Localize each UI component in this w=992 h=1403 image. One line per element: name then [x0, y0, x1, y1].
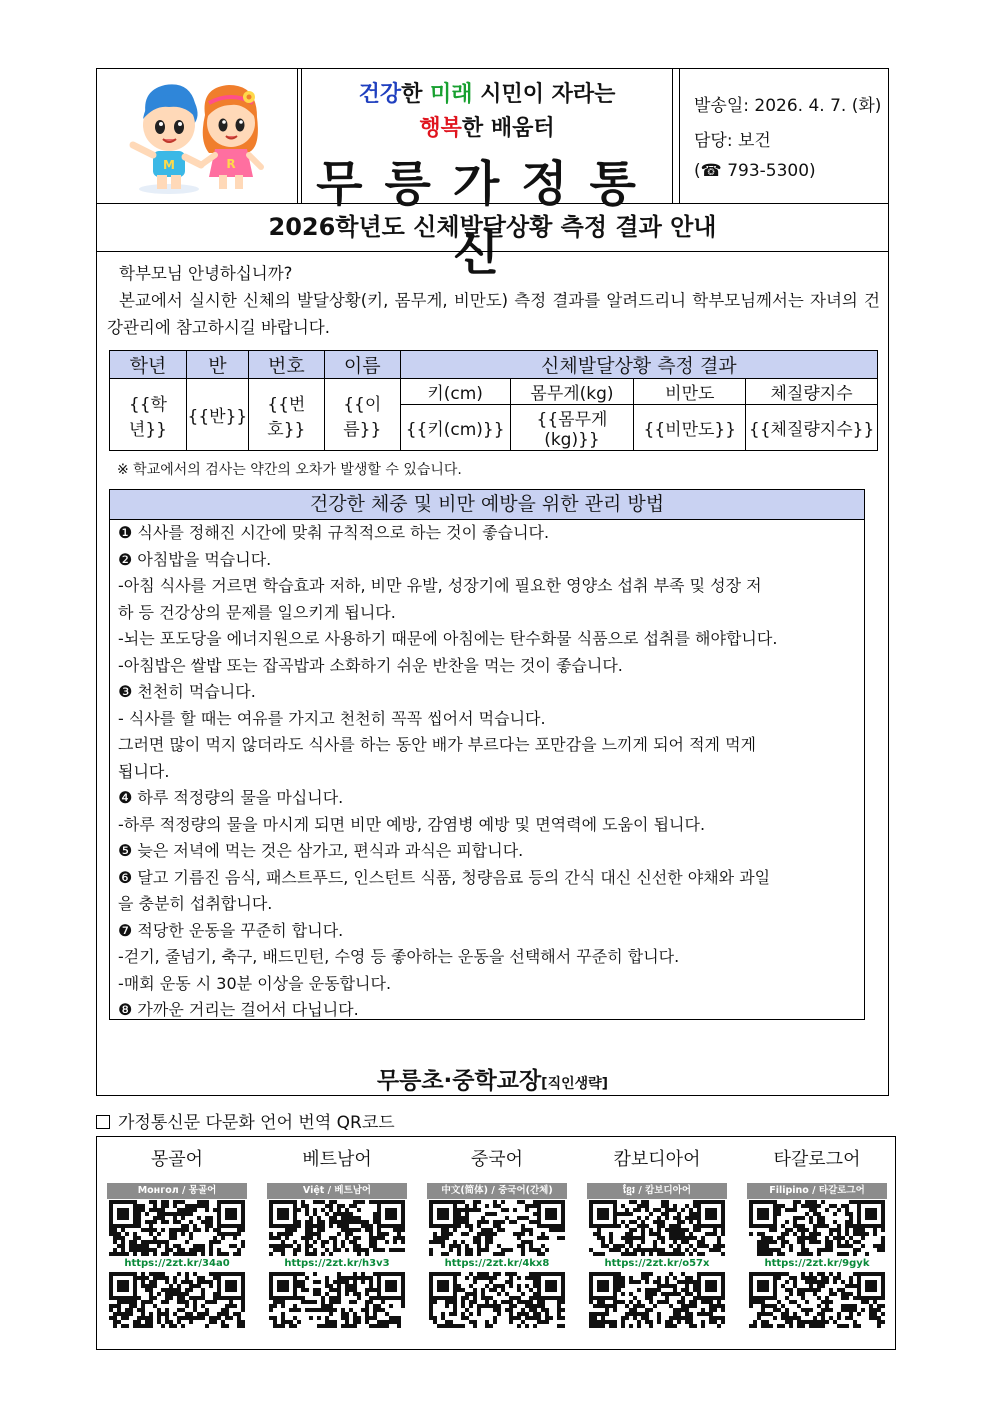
- tip-line: ❹ 하루 적정량의 물을 마십니다.: [118, 788, 344, 807]
- qr-tag: 中文(简体) / 중국어(간체): [427, 1183, 567, 1199]
- tip-line: ❽ 가까운 거리는 걸어서 다닙니다.: [118, 1000, 359, 1019]
- qr-tag: Filipino / 타갈로그어: [747, 1183, 887, 1199]
- tips-box: [109, 489, 865, 1020]
- slogan-segment: 한 배움터: [461, 116, 555, 141]
- tip-line: ❸ 천천히 먹습니다.: [118, 682, 256, 701]
- tip-line: -아침밥은 쌀밥 또는 잡곡밥과 소화하기 쉬운 반찬을 먹는 것이 좋습니다.: [118, 655, 623, 675]
- qr-code-icon: [429, 1199, 565, 1257]
- qr-item-mongolian[interactable]: [107, 1137, 247, 1333]
- qr-code-icon: [589, 1271, 725, 1329]
- slogan-line-2: [302, 111, 672, 142]
- qr-item-vietnamese[interactable]: [267, 1137, 407, 1333]
- greeting: 학부모님 안녕하십니까?: [119, 264, 293, 283]
- department: 담당: 보건: [694, 131, 771, 151]
- qr-language-label: 타갈로그어: [773, 1149, 861, 1170]
- qr-section-title: [96, 1108, 395, 1133]
- qr-code-icon: [109, 1271, 245, 1329]
- qr-card: [587, 1183, 727, 1333]
- cell-obesity: {{비만도}}: [634, 405, 746, 451]
- svg-text:M: M: [163, 158, 175, 172]
- newsletter-frame: [96, 68, 889, 1096]
- qr-code-icon: [749, 1199, 885, 1257]
- issue-date: 발송일: 2026. 4. 7. (화): [694, 96, 882, 116]
- qr-code-icon: [749, 1271, 885, 1329]
- qr-section-title-text: 가정통신문 다문화 언어 번역 QR코드: [118, 1113, 395, 1133]
- issue-info: [679, 69, 891, 203]
- kids-mascot-icon: [97, 69, 297, 203]
- tip-line: 을 충분히 섭취합니다.: [118, 894, 273, 913]
- qr-code-icon: [589, 1199, 725, 1257]
- tip-line: ❶ 식사를 정해진 시간에 맞춰 규칙적으로 하는 것이 좋습니다.: [118, 523, 550, 542]
- notice-subtitle: 2026학년도 신체발달상황 측정 결과 안내: [97, 203, 888, 252]
- tip-line: 하 등 건강상의 문제를 일으키게 됩니다.: [118, 602, 396, 622]
- tips-title: 건강한 체중 및 비만 예방을 위한 관리 방법: [110, 490, 864, 520]
- measurement-note: ※ 학교에서의 검사는 약간의 오차가 발생할 수 있습니다.: [117, 462, 462, 478]
- qr-tag: Монгол / 몽골어: [107, 1183, 247, 1199]
- slogan-segment: 행복: [419, 116, 462, 141]
- sub-header-obesity: 비만도: [634, 379, 746, 405]
- principal-name: 무릉초·중학교장: [376, 1068, 542, 1094]
- tip-line: ❺ 늦은 저녁에 먹는 것은 삼가고, 편식과 과식은 피합니다.: [118, 841, 524, 860]
- seal-note: [직인생략]: [541, 1076, 609, 1092]
- tip-line: -아침 식사를 거르면 학습효과 저하, 비만 유발, 성장기에 필요한 영양소 섭취 부족 및 성장 저: [118, 576, 762, 595]
- cell-name: {{이름}}: [324, 379, 400, 451]
- sub-header-bmi: 체질량지수: [746, 379, 878, 405]
- checkbox-icon: [96, 1115, 110, 1129]
- col-header-name: 이름: [324, 351, 400, 379]
- cell-grade: {{학년}}: [110, 379, 187, 451]
- slogan-line-1: [302, 77, 672, 108]
- cell-class: {{반}}: [186, 379, 248, 451]
- col-header-results: 신체발달상황 측정 결과: [400, 351, 877, 379]
- tip-line: 그러면 많이 먹지 않더라도 식사를 하는 동안 배가 부르다는 포만감을 느끼게 되어 적게 먹게: [118, 735, 756, 754]
- tip-line: -매회 운동 시 30분 이상을 운동합니다.: [118, 973, 392, 993]
- slogan-segment: 건강: [358, 82, 402, 107]
- col-header-number: 번호: [248, 351, 324, 379]
- qr-tag: ខ្មែរ / 캄보디아어: [587, 1183, 727, 1199]
- tip-line: ❻ 달고 기름진 음식, 패스트푸드, 인스턴트 식품, 청량음료 등의 간식 대신 신선한 야채와 과일: [118, 867, 771, 887]
- qr-code-icon: [269, 1271, 405, 1329]
- qr-url: https://2zt.kr/9gyk: [764, 1258, 870, 1269]
- sub-header-height: 키(cm): [400, 379, 510, 405]
- phone-number: (☎ 793-5300): [694, 161, 816, 181]
- mascot-area: [97, 69, 298, 203]
- tip-line: - 식사를 할 때는 여유를 가지고 천천히 꼭꼭 씹어서 먹습니다.: [118, 708, 546, 728]
- tip-line: -걷기, 줄넘기, 축구, 배드민턴, 수영 등 좋아하는 운동을 선택해서 꾸준히 합니다.: [118, 947, 680, 966]
- qr-language-label: 몽골어: [150, 1149, 204, 1170]
- tip-line: 됩니다.: [118, 761, 170, 781]
- tip-line: -뇌는 포도당을 에너지원으로 사용하기 때문에 아침에는 탄수화물 식품으로 섭취를 해야합니다.: [118, 629, 778, 648]
- qr-tag: Việt / 베트남어: [267, 1183, 407, 1199]
- slogan-segment: 한: [401, 82, 431, 107]
- qr-card: [747, 1183, 887, 1333]
- qr-code-icon: [109, 1199, 245, 1257]
- qr-url: https://2zt.kr/o57x: [604, 1258, 710, 1269]
- qr-url: https://2zt.kr/34a0: [124, 1258, 230, 1269]
- qr-item-khmer[interactable]: [587, 1137, 727, 1333]
- intro-paragraph: 본교에서 실시한 신체의 발달상황(키, 몸무게, 비만도) 측정 결과를 알려드리니 학부모님께서는 자녀의 건강관리에 참고하시길 바랍니다.: [107, 291, 880, 337]
- qr-item-chinese[interactable]: [427, 1137, 567, 1333]
- qr-card: [267, 1183, 407, 1333]
- signature: [97, 1062, 888, 1095]
- qr-language-label: 캄보디아어: [613, 1149, 701, 1170]
- slogan-segment: 시민이 자라는: [472, 82, 616, 107]
- tip-line: ❼ 적당한 운동을 꾸준히 합니다.: [118, 920, 344, 940]
- qr-code-icon: [429, 1271, 565, 1329]
- slogan-segment: 미래: [430, 82, 473, 107]
- newsletter-title: 무릉가정통신: [316, 156, 658, 281]
- sub-header-weight: 몸무게(kg): [510, 379, 634, 405]
- cell-bmi: {{체질량지수}}: [746, 405, 878, 451]
- cell-weight: {{몸무게(kg)}}: [510, 405, 634, 451]
- qr-item-tagalog[interactable]: [747, 1137, 887, 1333]
- cell-height: {{키(cm)}}: [400, 405, 510, 451]
- col-header-class: 반: [186, 351, 248, 379]
- results-table: [109, 350, 878, 451]
- qr-frame: [96, 1136, 896, 1350]
- tip-line: ❷ 아침밥을 먹습니다.: [118, 549, 272, 569]
- cell-number: {{번호}}: [248, 379, 324, 451]
- qr-code-icon: [269, 1199, 405, 1257]
- qr-language-label: 베트남어: [302, 1149, 372, 1170]
- qr-url: https://2zt.kr/4kx8: [444, 1258, 550, 1269]
- qr-url: https://2zt.kr/h3v3: [284, 1258, 390, 1269]
- qr-card: [107, 1183, 247, 1333]
- qr-language-label: 중국어: [470, 1149, 524, 1170]
- col-header-grade: 학년: [110, 351, 187, 379]
- svg-text:R: R: [226, 157, 236, 171]
- qr-card: [427, 1183, 567, 1333]
- tip-line: -하루 적정량의 물을 마시게 되면 비만 예방, 감염병 예방 및 면역력에 도움이 됩니다.: [118, 814, 706, 834]
